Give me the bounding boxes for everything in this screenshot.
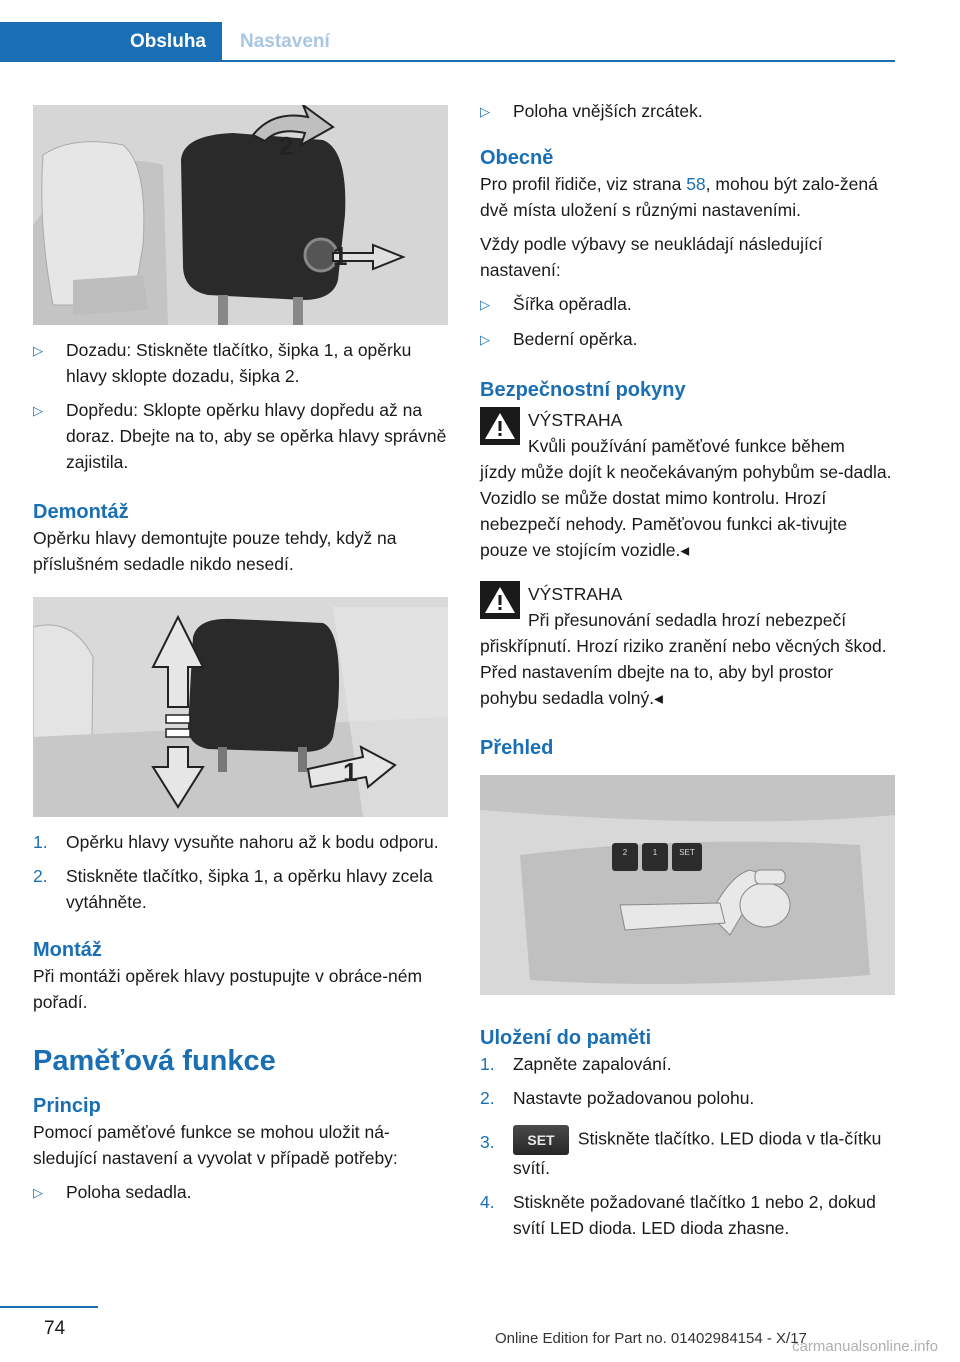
fig1-label-2: 2 — [279, 131, 294, 161]
triangle-bullet-icon: ▷ — [480, 297, 490, 312]
paragraph: Opěrku hlavy demontujte pouze tehdy, když na příslušném sedadle nikdo nesedí. — [33, 528, 397, 574]
warning-block: VÝSTRAHA Při přesunování sedadla hrozí nebezpečí přiskřípnutí. Hrozí riziko zranění nebo věcných škod. Před nastavením dbejte na to, aby byl prostor pohybu sedadla volný.◂ — [480, 581, 895, 711]
warning-block: VÝSTRAHA Kvůli používání paměťové funkce během jízdy může dojít k neočekávaným pohybům se-dadla. Vozidlo se může dostat mimo kontrolu. Hrozí nebezpečí nehody. Paměťovou funkci ak-tivujte pouze ve stojícím vozidle.◂ — [480, 407, 895, 563]
headrest-remove-illustration — [33, 597, 448, 817]
fig3-button-1: 1 — [652, 848, 658, 857]
list-item: 2. Nastavte požadovanou polohu. — [480, 1088, 755, 1108]
left-column — [33, 105, 448, 1206]
watermark: carmanualsonline.info — [792, 1338, 938, 1355]
heading-prehled: Přehled — [480, 737, 554, 759]
edition-text: Online Edition for Part no. 01402984154 - X/17 — [495, 1330, 807, 1347]
list-item: 4. Stiskněte požadované tlačítko 1 nebo 2, dokud svítí LED dioda. LED dioda zhasne. — [480, 1192, 876, 1238]
paragraph: Pro profil řidiče, viz strana 58, mohou být zalo-žená dvě místa uložení s různými nastaveními. — [480, 174, 878, 220]
fig3-button-set: SET — [679, 848, 695, 857]
tab-nastaveni[interactable]: Nastavení — [240, 31, 330, 52]
list-item: 1. Opěrku hlavy vysuňte nahoru až k bodu odporu. — [33, 832, 439, 852]
triangle-bullet-icon: ▷ — [33, 403, 43, 418]
seat-controls-illustration — [480, 775, 895, 995]
heading-montaz: Montáž — [33, 939, 102, 961]
paragraph: Vždy podle výbavy se neukládají následující nastavení: — [480, 234, 823, 280]
list-item: 1. Zapněte zapalování. — [480, 1054, 672, 1074]
warning-triangle-icon — [480, 581, 520, 619]
triangle-bullet-icon: ▷ — [480, 332, 490, 347]
warning-triangle-icon — [480, 407, 520, 445]
tab-underline — [222, 60, 895, 62]
list-item: ▷ Šířka opěradla. — [480, 291, 895, 318]
fig2-label-1: 1 — [343, 757, 358, 787]
tab-obsluha[interactable]: Obsluha — [0, 22, 222, 62]
heading-obecne: Obecně — [480, 147, 554, 169]
heading-bezpecnost: Bezpečnostní pokyny — [480, 379, 686, 401]
set-button-icon: SET — [513, 1125, 569, 1155]
heading-princip: Princip — [33, 1095, 101, 1117]
page-link[interactable]: 58 — [686, 174, 706, 194]
fig1-label-1: 1 — [333, 241, 348, 271]
list-item: ▷ Poloha sedadla. — [33, 1179, 448, 1206]
paragraph: Pomocí paměťové funkce se mohou uložit ná-sledující nastavení a vyvolat v případě potřeby: — [33, 1122, 398, 1168]
fig3-button-2: 2 — [622, 848, 628, 857]
list-item: 3. SET Stiskněte tlačítko. LED dioda v tla-čítku svítí. — [480, 1125, 895, 1181]
headrest-tilt-illustration — [33, 105, 448, 325]
heading-demontaz: Demontáž — [33, 501, 129, 523]
list-item: ▷ Dopředu: Sklopte opěrku hlavy dopředu až na doraz. Dbejte na to, aby se opěrka hlavy správně zajistila. — [33, 397, 448, 475]
triangle-bullet-icon: ▷ — [33, 343, 43, 358]
footer-rule — [0, 1306, 98, 1308]
heading-ulozeni: Uložení do paměti — [480, 1027, 652, 1049]
header-tabs — [0, 22, 895, 62]
right-column — [480, 98, 895, 1241]
triangle-bullet-icon: ▷ — [33, 1185, 43, 1200]
triangle-bullet-icon: ▷ — [480, 104, 490, 119]
section-title: Paměťová funkce — [33, 1045, 276, 1077]
list-item: ▷ Poloha vnějších zrcátek. — [480, 98, 895, 125]
list-item: ▷ Dozadu: Stiskněte tlačítko, šipka 1, a opěrku hlavy sklopte dozadu, šipka 2. — [33, 337, 448, 389]
paragraph: Při montáži opěrek hlavy postupujte v obráce-ném pořadí. — [33, 966, 423, 1012]
list-item: ▷ Bederní opěrka. — [480, 326, 895, 353]
page-number: 74 — [44, 1318, 66, 1339]
list-item: 2. Stiskněte tlačítko, šipka 1, a opěrku hlavy zcela vytáhněte. — [33, 866, 433, 912]
